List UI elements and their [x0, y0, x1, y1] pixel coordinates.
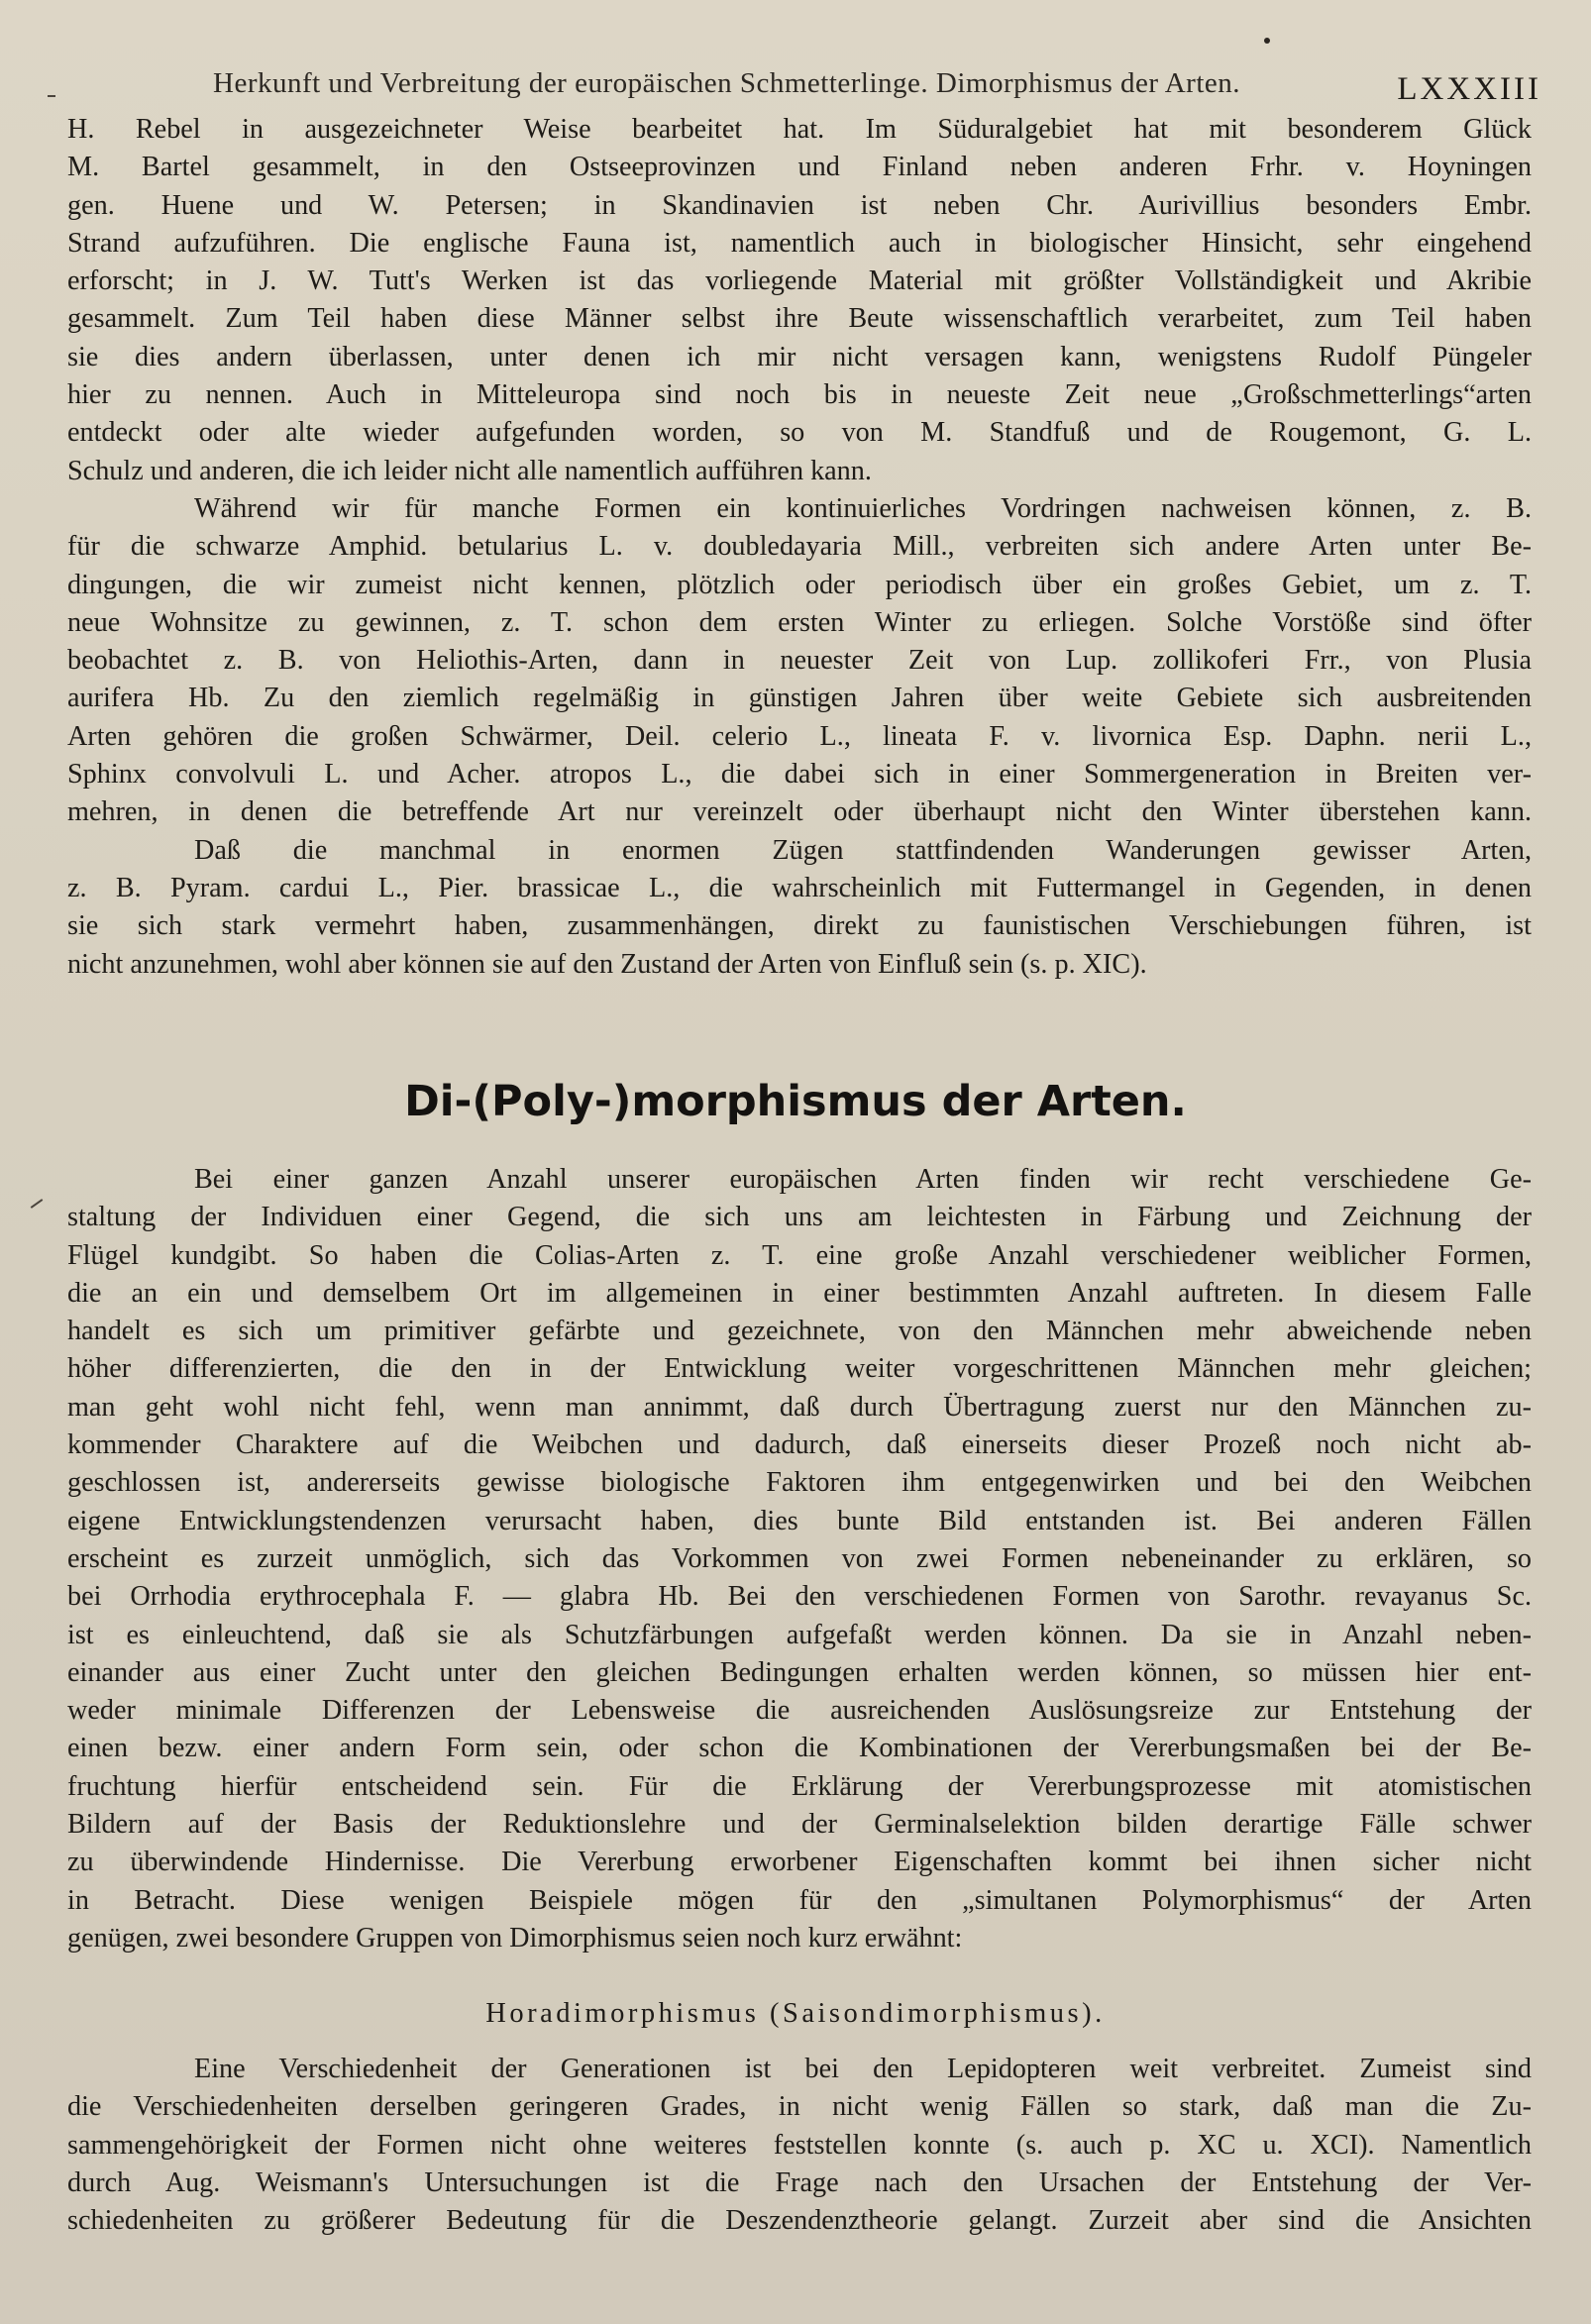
- subsection-title: Horadimorphismus (Saisondimorphismus).: [485, 1998, 1106, 2029]
- text-line: geschlossen ist, andererseits gewisse biologische Faktoren ihm entgegenwirken und bei den Weibchen: [67, 1467, 1532, 1499]
- text-line: gen. Huene und W. Petersen; in Skandinavien ist neben Chr. Aurivillius besonders Embr.: [67, 189, 1532, 221]
- section-2-text: [67, 1161, 1532, 1957]
- text-line: gesammelt. Zum Teil haben diese Männer selbst ihre Beute wissenschaftlich verarbeitet, zum Teil haben: [67, 303, 1532, 335]
- text-line: sie sich stark vermehrt haben, zusammenhängen, direkt zu faunistischen Verschiebungen führen, ist: [67, 910, 1532, 942]
- text-line: beobachtet z. B. von Heliothis-Arten, dann in neuester Zeit von Lup. zollikoferi Frr., von Plusia: [67, 645, 1532, 677]
- running-head: Herkunft und Verbreitung der europäischen Schmetterlinge. Dimorphismus der Arten.: [213, 67, 1240, 99]
- text-line: hier zu nennen. Auch in Mitteleuropa sind noch bis in neueste Zeit neue „Großschmetterlings“arten: [67, 379, 1532, 411]
- text-line: Bildern auf der Basis der Reduktionslehre und der Germinalselektion bilden derartige Fälle schwer: [67, 1809, 1532, 1841]
- text-line: zu überwindende Hindernisse. Die Vererbung erworbener Eigenschaften kommt bei ihnen sicher nicht: [67, 1847, 1532, 1878]
- text-line: Während wir für manche Formen ein kontinuierliches Vordringen nachweisen können, z. B.: [194, 492, 1532, 524]
- text-line: kommender Charaktere auf die Weibchen und dadurch, daß einerseits dieser Prozeß noch nicht ab-: [67, 1429, 1532, 1461]
- text-line: handelt es sich um primitiver gefärbte und gezeichnete, von den Männchen mehr abweichende neben: [67, 1316, 1532, 1347]
- text-line: fruchtung hierfür entscheidend sein. Für die Erklärung der Vererbungsprozesse mit atomistischen: [67, 1770, 1532, 1802]
- text-line: für die schwarze Amphid. betularius L. v. doubledayaria Mill., verbreiten sich andere Arten unter Be-: [67, 531, 1532, 563]
- text-line: die Verschiedenheiten derselben geringeren Grades, in nicht wenig Fällen so stark, daß man die Zu-: [67, 2091, 1532, 2123]
- text-line: in Betracht. Diese wenigen Beispiele mögen für den „simultanen Polymorphismus“ der Arten: [67, 1884, 1532, 1916]
- text-line: M. Bartel gesammelt, in den Ostseeprovinzen und Finland neben anderen Frhr. v. Hoyningen: [67, 152, 1532, 183]
- page-number: LXXXIII: [1397, 71, 1541, 107]
- text-line: mehren, in denen die betreffende Art nur vereinzelt oder überhaupt nicht den Winter überstehen kann.: [67, 796, 1532, 828]
- section-1-text: [67, 111, 1532, 984]
- text-line: aurifera Hb. Zu den ziemlich regelmäßig in günstigen Jahren über weite Gebiete sich ausbreitenden: [67, 683, 1532, 714]
- text-line: Sphinx convolvuli L. und Acher. atropos L., die dabei sich in einer Sommergeneration in Breiten ver-: [67, 759, 1532, 791]
- text-line: Strand aufzuführen. Die englische Fauna ist, namentlich auch in biologischer Hinsicht, sehr eingehend: [67, 227, 1532, 259]
- ink-speck: [1264, 38, 1270, 44]
- text-line: erforscht; in J. W. Tutt's Werken ist das vorliegende Material mit größter Vollständigkeit und Akribie: [67, 265, 1532, 297]
- text-line: sie dies andern überlassen, unter denen ich mir nicht versagen kann, wenigstens Rudolf Püngeler: [67, 341, 1532, 372]
- text-line: einen bezw. einer andern Form sein, oder schon die Kombinationen der Vererbungsmaßen bei der Be-: [67, 1733, 1532, 1764]
- text-line: durch Aug. Weismann's Untersuchungen ist die Frage nach den Ursachen der Entstehung der Ver-: [67, 2166, 1532, 2198]
- text-line: genügen, zwei besondere Gruppen von Dimorphismus seien noch kurz erwähnt:: [67, 1922, 963, 1954]
- text-line: Eine Verschiedenheit der Generationen ist bei den Lepidopteren weit verbreitet. Zumeist sind: [194, 2054, 1532, 2084]
- text-line: Schulz und anderen, die ich leider nicht alle namentlich aufführen kann.: [67, 455, 872, 486]
- text-line: nicht anzunehmen, wohl aber können sie auf den Zustand der Arten von Einfluß sein (s. p. XIC).: [67, 948, 1147, 980]
- text-line: höher differenzierten, die den in der Entwicklung weiter vorgeschrittenen Männchen mehr gleichen;: [67, 1353, 1532, 1385]
- text-line: einander aus einer Zucht unter den gleichen Bedingungen erhalten werden können, so müssen hier ent-: [67, 1656, 1532, 1688]
- text-line: schiedenheiten zu größerer Bedeutung für die Deszendenztheorie gelangt. Zurzeit aber sind die Ansichten: [67, 2205, 1532, 2237]
- text-line: Bei einer ganzen Anzahl unserer europäischen Arten finden wir recht verschiedene Ge-: [194, 1164, 1532, 1195]
- text-line: die an ein und demselbem Ort im allgemeinen in einer bestimmten Anzahl auftreten. In diesem Falle: [67, 1277, 1532, 1309]
- text-line: neue Wohnsitze zu gewinnen, z. T. schon dem ersten Winter zu erliegen. Solche Vorstöße sind öfter: [67, 606, 1532, 638]
- text-line: Daß die manchmal in enormen Zügen stattfindenden Wanderungen gewisser Arten,: [194, 834, 1532, 866]
- text-line: eigene Entwicklungstendenzen verursacht haben, dies bunte Bild entstanden ist. Bei anderen Fällen: [67, 1505, 1532, 1536]
- section-3-text: [67, 2051, 1532, 2240]
- text-line: H. Rebel in ausgezeichneter Weise bearbeitet hat. Im Süduralgebiet hat mit besonderem Glück: [67, 114, 1532, 145]
- page-header: [0, 0, 1591, 114]
- section-title: Di-(Poly-)morphismus der Arten.: [404, 1077, 1187, 1126]
- text-line: z. B. Pyram. cardui L., Pier. brassicae L., die wahrscheinlich mit Futtermangel in Gegenden, in denen: [67, 872, 1532, 903]
- text-line: staltung der Individuen einer Gegend, die sich uns am leichtesten in Färbung und Zeichnung der: [67, 1202, 1532, 1233]
- text-line: ist es einleuchtend, daß sie als Schutzfärbungen aufgefaßt werden können. Da sie in Anzahl neben-: [67, 1619, 1532, 1650]
- margin-mark: [31, 1199, 44, 1209]
- text-line: dingungen, die wir zumeist nicht kennen, plötzlich oder periodisch über ein großes Gebiet, um z. T.: [67, 569, 1532, 600]
- text-line: man geht wohl nicht fehl, wenn man annimmt, daß durch Übertragung zuerst nur den Männchen zu-: [67, 1391, 1532, 1423]
- text-line: bei Orrhodia erythrocephala F. — glabra Hb. Bei den verschiedenen Formen von Sarothr. revayanus Sc.: [67, 1581, 1532, 1613]
- text-line: Arten gehören die großen Schwärmer, Deil. celerio L., lineata F. v. livornica Esp. Daphn. nerii L.,: [67, 720, 1532, 752]
- text-line: weder minimale Differenzen der Lebensweise die ausreichenden Auslösungsreize zur Entstehung der: [67, 1695, 1532, 1727]
- text-line: entdeckt oder alte wieder aufgefunden worden, so von M. Standfuß und de Rougemont, G. L.: [67, 417, 1532, 449]
- text-line: Flügel kundgibt. So haben die Colias-Arten z. T. eine große Anzahl verschiedener weiblicher Formen,: [67, 1239, 1532, 1271]
- text-line: erscheint es zurzeit unmöglich, sich das Vorkommen von zwei Formen nebeneinander zu erklären, so: [67, 1542, 1532, 1574]
- margin-mark: [48, 95, 55, 97]
- text-line: sammengehörigkeit der Formen nicht ohne weiteres feststellen konnte (s. auch p. XC u. XCI). Namentlich: [67, 2129, 1532, 2161]
